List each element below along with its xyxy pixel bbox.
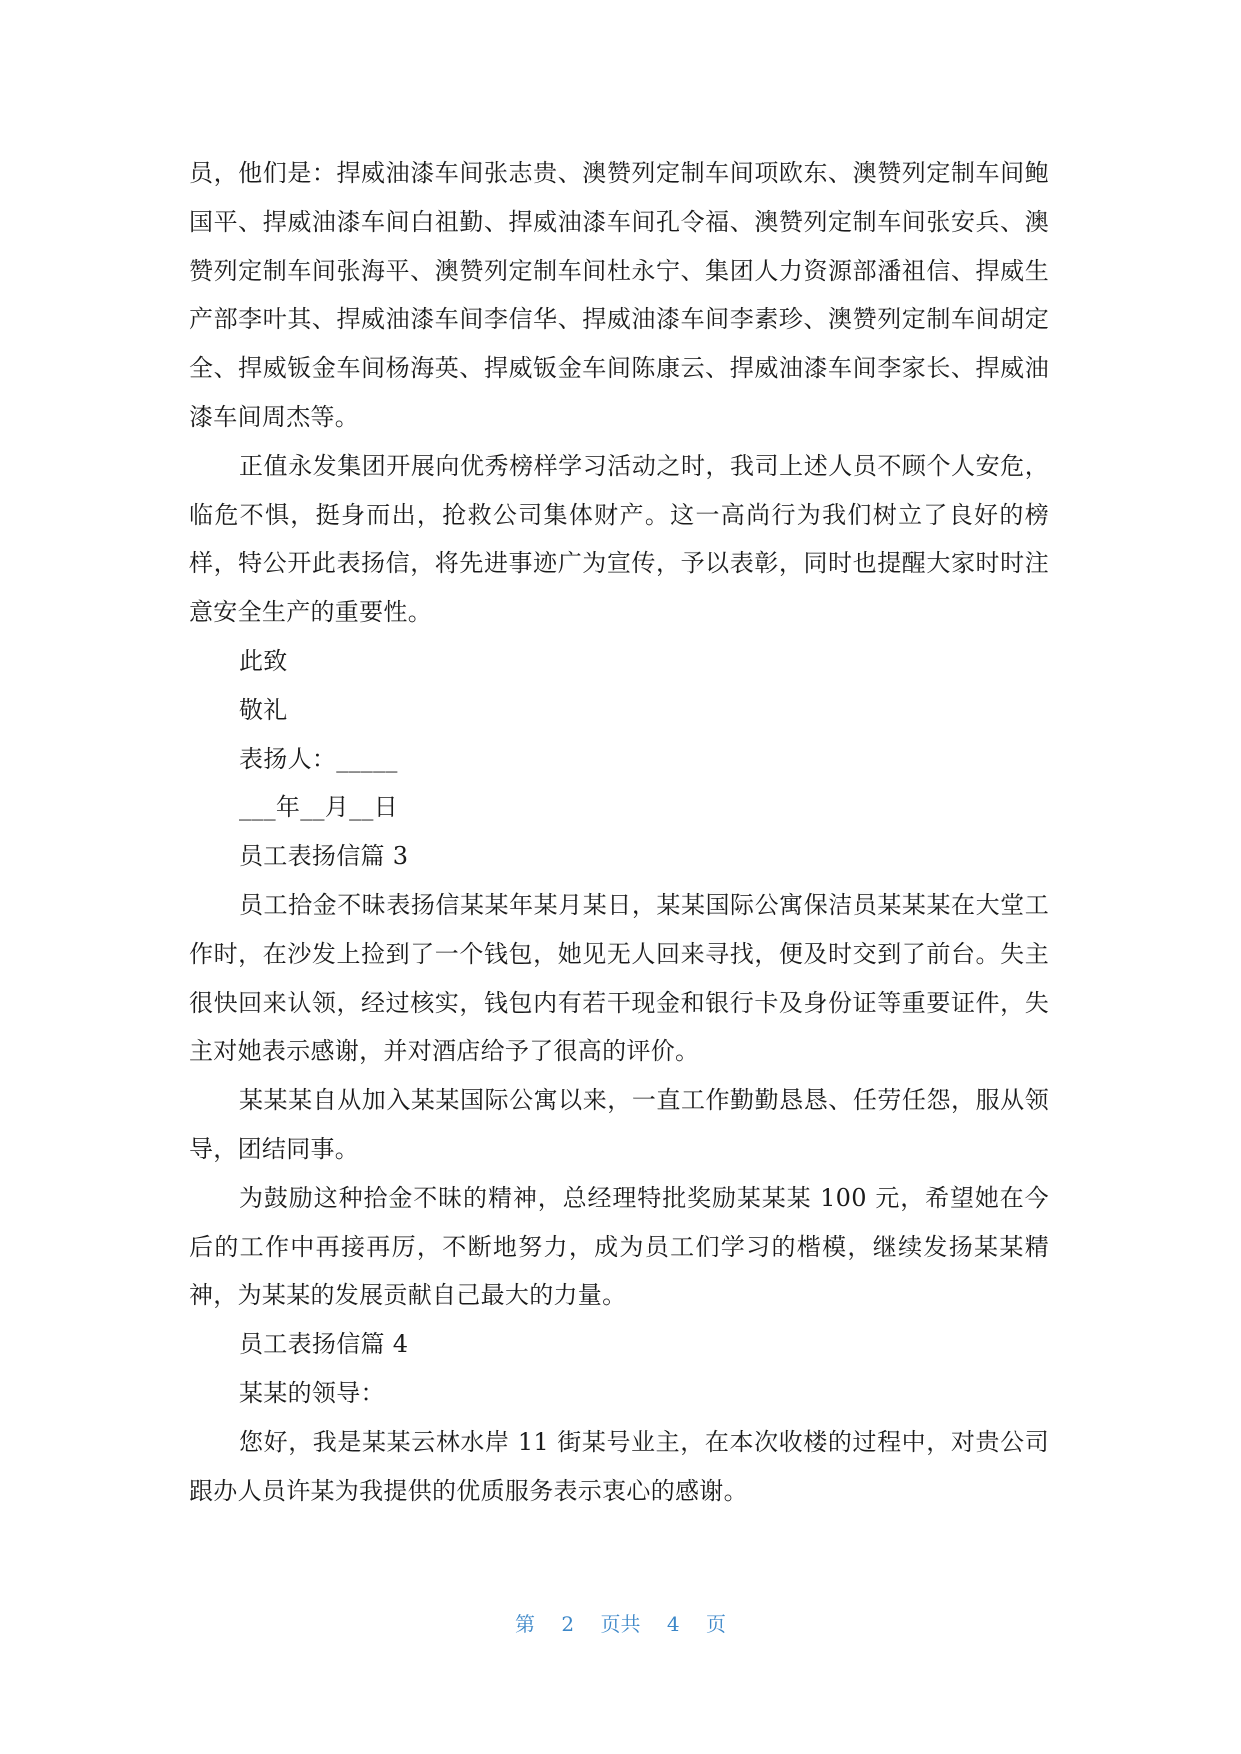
paragraph-employee-attitude: 某某某自从加入某某国际公寓以来，一直工作勤勤恳恳、任劳任怨，服从领导，团结同事。 (189, 1086, 1049, 1163)
page-prefix: 第 (515, 1612, 536, 1636)
paragraph-thanks: 您好，我是某某云林水岸 11 街某号业主，在本次收楼的过程中，对贵公司跟办人员许某为我提供的优质服务表示衷心的感谢。 (189, 1427, 1049, 1505)
signature-line: 表扬人：_____ (239, 744, 398, 773)
paragraph-staff-list: 员，他们是：捍威油漆车间张志贵、澳赞列定制车间项欧东、澳赞列定制车间鲍国平、捍威油漆车间白祖勤、捍威油漆车间孔令福、澳赞列定制车间张安兵、澳赞列定制车间张海平、澳赞列定制车间杜永宁、集团人力资源部潘祖信、捍威生产部李叶其、捍威油漆车间李信华、捍威油漆车间李素珍、澳赞列定制车间胡定全、捍威钣金车间杨海英、捍威钣金车间陈康云、捍威油漆车间李家长、捍威油漆车间周杰等。 (189, 159, 1049, 431)
page-footer (0, 1608, 1241, 1637)
current-page-number: 2 (561, 1612, 575, 1636)
date-line: ___年__月__日 (239, 793, 398, 822)
total-pages-number: 4 (666, 1612, 680, 1636)
closing-salutation: 此致 (239, 646, 288, 675)
paragraph-praise-reason: 正值永发集团开展向优秀榜样学习活动之时，我司上述人员不顾个人安危，临危不惧，挺身而出，抢救公司集体财产。这一高尚行为我们树立了良好的榜样，特公开此表扬信，将先进事迹广为宣传，予以表彰，同时也提醒大家时时注意安全生产的重要性。 (189, 451, 1049, 627)
paragraph-reward: 为鼓励这种拾金不昧的精神，总经理特批奖励某某某 100 元，希望她在今后的工作中再接再厉，不断地努力，成为员工们学习的楷模，继续发扬某某精神，为某某的发展贡献自己最大的力量。 (189, 1183, 1049, 1310)
page-middle-text: 页共 (600, 1612, 641, 1636)
paragraph-lost-wallet: 员工拾金不昧表扬信某某年某月某日，某某国际公寓保洁员某某某在大堂工作时，在沙发上捡到了一个钱包，她见无人回来寻找，便及时交到了前台。失主很快回来认领，经过核实，钱包内有若干现金和银行卡及身份证等重要证件，失主对她表示感谢，并对酒店给予了很高的评价。 (189, 890, 1049, 1066)
letter-greeting: 某某的领导： (239, 1378, 385, 1407)
page-suffix: 页 (705, 1612, 726, 1636)
document-body (189, 149, 1049, 1515)
closing-regards: 敬礼 (239, 695, 288, 724)
section-heading-4: 员工表扬信篇 4 (239, 1330, 409, 1359)
section-heading-3: 员工表扬信篇 3 (239, 842, 409, 871)
